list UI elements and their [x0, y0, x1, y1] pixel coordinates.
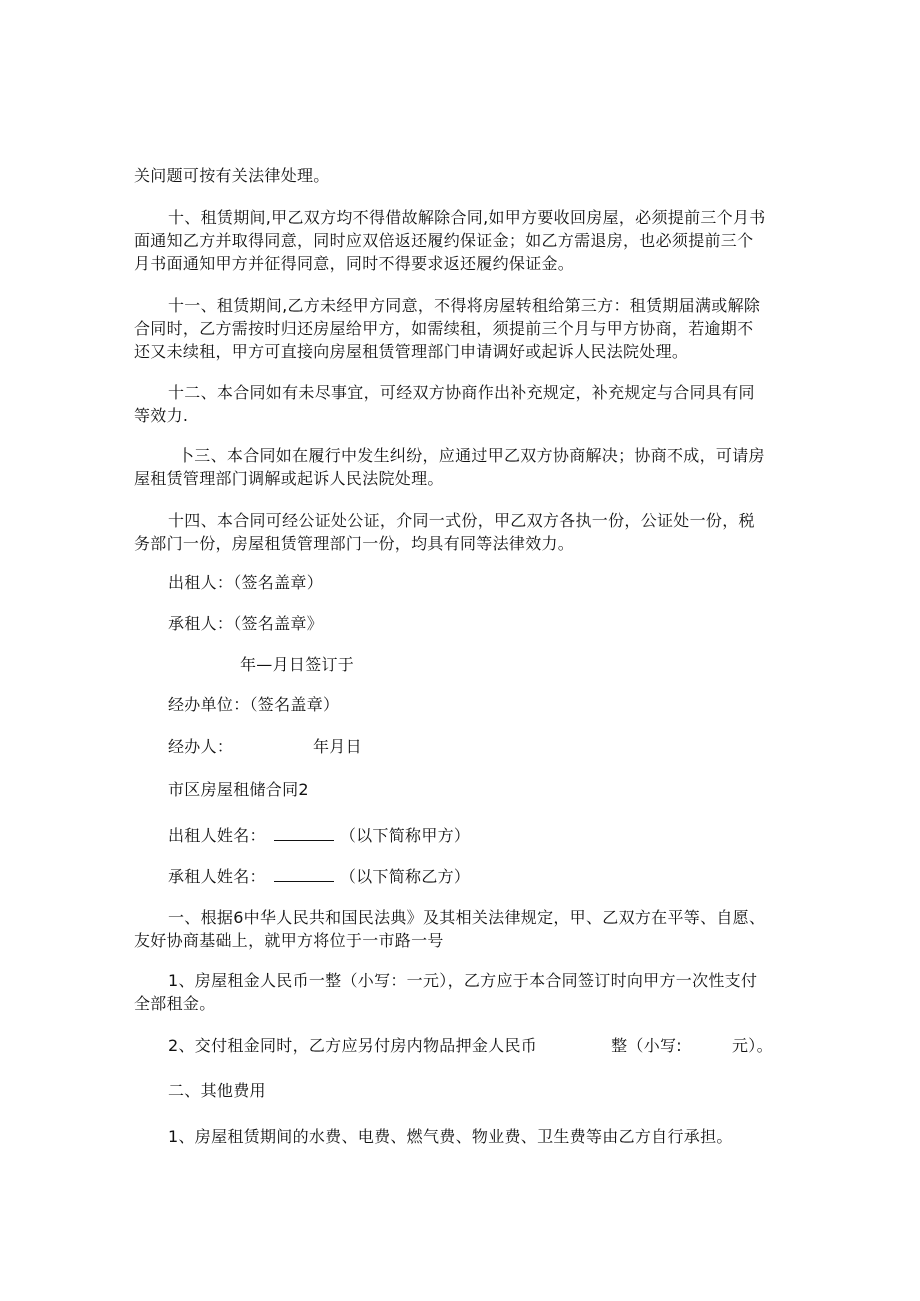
handler-date: 年月日 [313, 737, 362, 756]
text-line: 屋租赁管理部门调解或起诉人民法院处理。 [134, 469, 444, 488]
text-line: 等效力. [134, 406, 189, 425]
deposit-unit-text: 元）。 [732, 1036, 773, 1055]
lessor-signature-line: 出租人：（签名盖章） [168, 573, 324, 592]
text-line: 月书面通知甲方并征得同意，同时不得要求返还履约保证金。 [134, 254, 575, 273]
lessee-name-label: 承租人姓名： [168, 867, 266, 886]
text-line: 1、房屋租赁期间的水费、电费、燃气费、物业费、卫生费等由乙方自行承担。 [168, 1127, 733, 1146]
text-line: 面通知乙方并取得同意，同时应双倍返还履约保证金；如乙方需退房，也必须提前三个 [134, 231, 754, 250]
text-line: 务部门一份，房屋租赁管理部门一份，均具有同等法律效力。 [134, 534, 575, 553]
lessee-signature-line: 承租人：（签名盖章》 [168, 614, 324, 633]
handler-label: 经办人： [168, 737, 234, 756]
section-title: 市区房屋租储合同2 [168, 780, 309, 799]
lessor-alias: （以下简称甲方） [339, 826, 471, 845]
lessor-name-label: 出租人姓名： [168, 826, 266, 845]
text-line: 友好协商基础上，就甲方将位于一市路一号 [134, 931, 444, 950]
deposit-amount-text: 整（小写: [611, 1036, 682, 1055]
text-line: 十、租赁期间,甲乙双方均不得借故解除合同,如甲方要收回房屋，必须提前三个月书 [168, 208, 766, 227]
deposit-line [168, 1036, 773, 1056]
text-line: 全部租金。 [134, 994, 216, 1013]
agency-signature-line: 经办单位：（签名盖章） [168, 695, 340, 714]
text-line: 十二、本合同如有未尽事宜，可经双方协商作出补充规定，补充规定与合同具有同 [168, 383, 755, 402]
text-line: 合同时，乙方需按时归还房屋给甲方，如需续租，须提前三个月与甲方协商，若逾期不 [134, 319, 754, 338]
lessee-alias: （以下简称乙方） [339, 867, 471, 886]
deposit-text: 2、交付租金同时，乙方应另付房内物品押金人民币 [168, 1036, 538, 1055]
text-line: 一、根据6中华人民共和国民法典》及其相关法律规定，甲、乙双方在平等、自愿、 [168, 908, 766, 927]
text-line: 十一、租赁期间,乙方未经甲方同意，不得将房屋转租给第三方：租赁期届满或解除 [168, 296, 761, 315]
text-line: 卜三、本合同如在履行中发生纠纷，应通过甲乙双方协商解决；协商不成，可请房 [178, 446, 765, 465]
text-line: 关问题可按有关法律处理。 [134, 166, 330, 185]
lessee-name-blank [274, 867, 334, 882]
text-line: 1、房屋租金人民币一整（小写：一元），乙方应于本合同签订时向甲方一次性支付 [168, 971, 758, 990]
lessee-name-line [168, 867, 470, 887]
lessor-name-line [168, 826, 470, 846]
signing-date-line: 年—月日签订于 [240, 655, 355, 674]
text-line: 十四、本合同可经公证处公证，介同一式份，甲乙双方各执一份，公证处一份，税 [168, 511, 755, 530]
section-heading: 二、其他费用 [168, 1081, 266, 1100]
lessor-name-blank [274, 826, 334, 841]
text-line: 还又未续租，甲方可直接向房屋租赁管理部门申请调好或起诉人民法院处理。 [134, 342, 689, 361]
